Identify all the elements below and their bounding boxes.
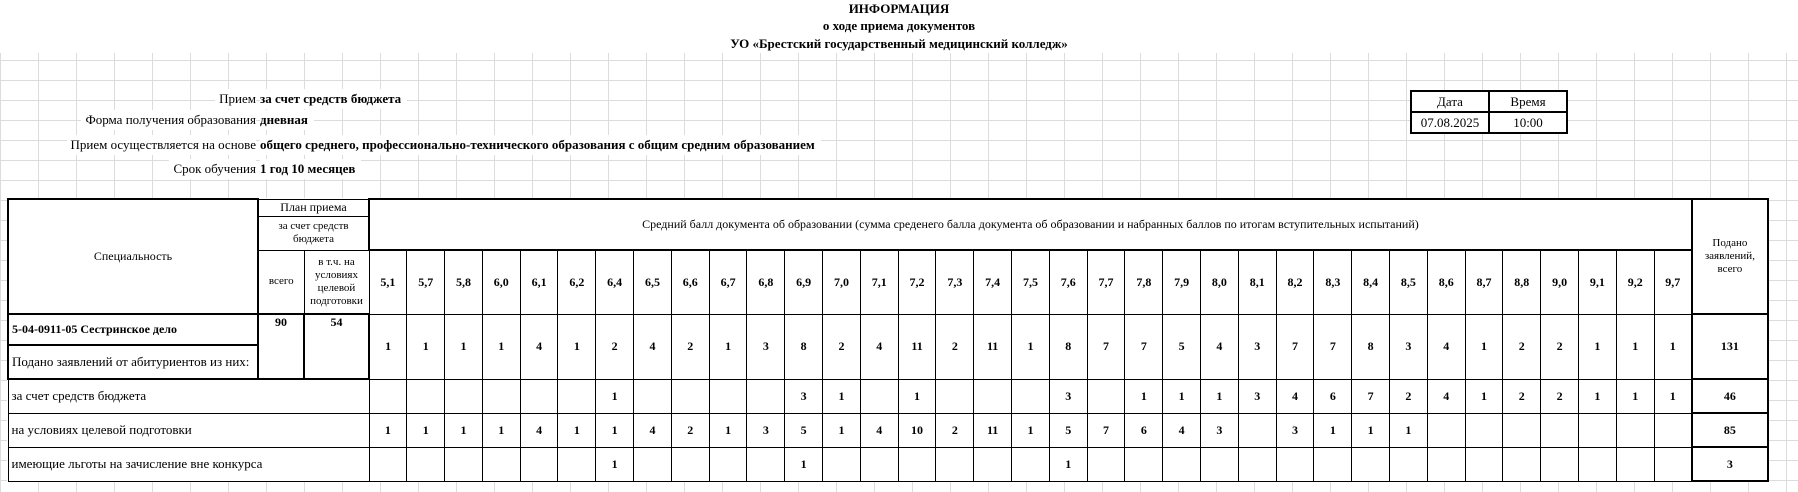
count-cell [1579, 413, 1617, 447]
score-header: 9,2 [1616, 250, 1654, 314]
count-cell [1163, 447, 1201, 481]
study-duration-value: 1 год 10 месяцев [260, 159, 361, 179]
score-header: 6,2 [558, 250, 596, 314]
date-value: 07.08.2025 [1411, 112, 1489, 133]
datetime-box [1410, 90, 1568, 134]
count-cell [709, 447, 747, 481]
education-form-value: дневная [260, 110, 314, 130]
score-header: 8,1 [1238, 250, 1276, 314]
row-total: 85 [1692, 413, 1768, 447]
specialty-count-cell: 1 [709, 314, 747, 379]
specialty-count-cell: 3 [1238, 314, 1276, 379]
count-cell [1616, 413, 1654, 447]
specialty-count-cell: 1 [407, 314, 445, 379]
score-header: 6,6 [671, 250, 709, 314]
score-header: 6,1 [520, 250, 558, 314]
specialty-count-cell: 2 [1541, 314, 1579, 379]
score-header: 7,6 [1049, 250, 1087, 314]
specialty-count-cell: 2 [936, 314, 974, 379]
count-cell: 1 [898, 379, 936, 413]
score-header: 7,2 [898, 250, 936, 314]
score-header: 6,8 [747, 250, 785, 314]
score-header: 8,8 [1503, 250, 1541, 314]
count-cell [1087, 447, 1125, 481]
count-cell: 1 [596, 413, 634, 447]
score-header: 9,0 [1541, 250, 1579, 314]
specialty-count-cell: 8 [1352, 314, 1390, 379]
count-cell: 10 [898, 413, 936, 447]
score-header: 6,7 [709, 250, 747, 314]
count-cell [1012, 447, 1050, 481]
score-header: 5,1 [369, 250, 407, 314]
count-cell: 5 [785, 413, 823, 447]
score-header: 5,7 [407, 250, 445, 314]
count-cell [1238, 447, 1276, 481]
specialty-count-cell: 1 [482, 314, 520, 379]
count-cell: 4 [860, 413, 898, 447]
count-cell [1427, 413, 1465, 447]
count-cell: 11 [974, 413, 1012, 447]
count-cell [482, 447, 520, 481]
count-cell: 4 [1163, 413, 1201, 447]
count-cell: 1 [785, 447, 823, 481]
count-cell: 3 [1238, 379, 1276, 413]
specialty-count-cell: 4 [1427, 314, 1465, 379]
count-cell: 1 [1012, 413, 1050, 447]
count-cell: 3 [1276, 413, 1314, 447]
score-header: 8,6 [1427, 250, 1465, 314]
count-cell: 1 [1352, 413, 1390, 447]
count-cell: 1 [482, 413, 520, 447]
page-title: ИНФОРМАЦИЯ [0, 0, 1798, 18]
count-cell [1390, 447, 1428, 481]
count-cell [558, 379, 596, 413]
count-cell [1276, 447, 1314, 481]
count-cell [747, 379, 785, 413]
specialty-count-cell: 2 [1503, 314, 1541, 379]
count-cell [974, 447, 1012, 481]
count-cell [1087, 379, 1125, 413]
count-cell: 1 [1579, 379, 1617, 413]
count-cell: 1 [1049, 447, 1087, 481]
row-total: 3 [1692, 447, 1768, 481]
applications-table [7, 198, 1769, 482]
count-cell: 1 [1314, 413, 1352, 447]
count-cell [1238, 413, 1276, 447]
admission-value: за счет средств бюджета [260, 89, 407, 109]
count-cell [482, 379, 520, 413]
score-header: 7,9 [1163, 250, 1201, 314]
specialty-count-cell: 2 [671, 314, 709, 379]
specialty-count-cell: 11 [974, 314, 1012, 379]
plan-header: План приема [258, 199, 369, 216]
count-cell: 2 [936, 413, 974, 447]
count-cell: 1 [369, 413, 407, 447]
count-cell: 3 [747, 413, 785, 447]
plan-target-header: в т.ч. на условиях целевой подготовки [304, 250, 369, 314]
count-cell [974, 379, 1012, 413]
count-cell: 1 [407, 413, 445, 447]
date-label: Дата [1411, 91, 1489, 112]
score-header: 6,0 [482, 250, 520, 314]
score-header: 8,4 [1352, 250, 1390, 314]
count-cell: 6 [1125, 413, 1163, 447]
count-cell [936, 447, 974, 481]
specialty-count-cell: 4 [634, 314, 672, 379]
count-cell: 2 [1541, 379, 1579, 413]
count-cell [936, 379, 974, 413]
count-cell [1654, 447, 1692, 481]
score-header: 7,5 [1012, 250, 1050, 314]
specialty-sublabel: Подано заявлений от абитуриентов из них: [8, 345, 258, 379]
count-cell [1541, 447, 1579, 481]
specialty-count-cell: 4 [1201, 314, 1239, 379]
specialty-count-cell: 1 [445, 314, 483, 379]
count-cell: 5 [1049, 413, 1087, 447]
count-cell [520, 447, 558, 481]
count-cell: 3 [785, 379, 823, 413]
score-header: 8,0 [1201, 250, 1239, 314]
count-cell: 1 [823, 413, 861, 447]
score-header: 6,4 [596, 250, 634, 314]
specialty-count-cell: 8 [1049, 314, 1087, 379]
specialty-count-cell: 7 [1087, 314, 1125, 379]
count-cell: 3 [1201, 413, 1239, 447]
count-cell: 4 [1276, 379, 1314, 413]
score-header: 7,0 [823, 250, 861, 314]
count-cell [1654, 413, 1692, 447]
specialty-count-cell: 7 [1314, 314, 1352, 379]
specialty-count-cell: 1 [1654, 314, 1692, 379]
count-cell [634, 379, 672, 413]
specialty-count-cell: 3 [747, 314, 785, 379]
score-header: 9,7 [1654, 250, 1692, 314]
education-form-label: Форма получения образования [81, 110, 256, 130]
count-cell: 1 [1201, 379, 1239, 413]
count-cell: 3 [1049, 379, 1087, 413]
admission-basis-value: общего среднего, профессионально-технического образования с общим средним образованием [260, 135, 821, 155]
specialty-count-cell: 2 [596, 314, 634, 379]
count-cell [1012, 379, 1050, 413]
specialty-count-cell: 7 [1125, 314, 1163, 379]
specialty-count-cell: 1 [369, 314, 407, 379]
count-cell [1541, 413, 1579, 447]
count-cell: 7 [1087, 413, 1125, 447]
count-cell [369, 379, 407, 413]
count-cell: 2 [671, 413, 709, 447]
count-cell: 1 [596, 447, 634, 481]
count-cell [709, 379, 747, 413]
specialty-count-cell: 1 [1579, 314, 1617, 379]
submitted-header: Подано заявлений, всего [1692, 199, 1768, 314]
count-cell: 4 [520, 413, 558, 447]
score-header: 8,2 [1276, 250, 1314, 314]
specialty-count-cell: 11 [898, 314, 936, 379]
count-cell: 1 [1390, 413, 1428, 447]
count-cell [407, 447, 445, 481]
specialty-count-cell: 1 [558, 314, 596, 379]
study-duration-label: Срок обучения [169, 159, 256, 179]
count-cell [1465, 447, 1503, 481]
count-cell [1352, 447, 1390, 481]
admission-basis-label: Прием осуществляется на основе [67, 135, 256, 155]
count-cell [671, 447, 709, 481]
scores-header: Средний балл документа об образовании (сумма среденего балла документа об образовании и набранных баллов по итогам вступительных испытаний) [369, 199, 1692, 250]
row-label-privilege: имеющие льготы на зачисление вне конкурса [8, 447, 369, 481]
count-cell [558, 447, 596, 481]
count-cell: 1 [709, 413, 747, 447]
score-header: 9,1 [1579, 250, 1617, 314]
score-header: 7,3 [936, 250, 974, 314]
institution-name: УО «Брестский государственный медицинский колледж» [0, 35, 1798, 53]
admission-label: Прием [215, 89, 256, 109]
count-cell: 1 [823, 379, 861, 413]
specialty-count-cell: 1 [1012, 314, 1050, 379]
count-cell [860, 379, 898, 413]
score-header: 7,8 [1125, 250, 1163, 314]
specialty-count-cell: 5 [1163, 314, 1201, 379]
count-cell [1465, 413, 1503, 447]
count-cell [1427, 447, 1465, 481]
time-label: Время [1489, 91, 1567, 112]
score-header: 8,5 [1390, 250, 1428, 314]
specialty-count-cell: 4 [860, 314, 898, 379]
count-cell: 1 [445, 413, 483, 447]
count-cell [1579, 447, 1617, 481]
plan-total-value: 90 [258, 314, 304, 379]
row-label-target: на условиях целевой подготовки [8, 413, 369, 447]
row-total: 46 [1692, 379, 1768, 413]
count-cell [407, 379, 445, 413]
count-cell: 1 [1654, 379, 1692, 413]
count-cell [860, 447, 898, 481]
count-cell: 1 [1163, 379, 1201, 413]
count-cell: 1 [596, 379, 634, 413]
plan-target-value: 54 [304, 314, 369, 379]
count-cell: 4 [1427, 379, 1465, 413]
count-cell [823, 447, 861, 481]
count-cell: 1 [1465, 379, 1503, 413]
score-header: 8,7 [1465, 250, 1503, 314]
count-cell [1125, 447, 1163, 481]
count-cell: 2 [1503, 379, 1541, 413]
specialty-count-cell: 1 [1616, 314, 1654, 379]
count-cell [1503, 413, 1541, 447]
score-header: 7,1 [860, 250, 898, 314]
specialty-count-cell: 1 [1465, 314, 1503, 379]
specialty-header: Специальность [8, 199, 258, 314]
specialty-count-cell: 4 [520, 314, 558, 379]
count-cell [1201, 447, 1239, 481]
row-label-budget: за счет средств бюджета [8, 379, 369, 413]
count-cell [1503, 447, 1541, 481]
specialty-count-cell: 2 [823, 314, 861, 379]
score-header: 6,9 [785, 250, 823, 314]
score-header: 7,4 [974, 250, 1012, 314]
count-cell [671, 379, 709, 413]
specialty-count-cell: 8 [785, 314, 823, 379]
count-cell [369, 447, 407, 481]
score-header: 8,3 [1314, 250, 1352, 314]
specialty-count-cell: 3 [1390, 314, 1428, 379]
specialty-name: 5-04-0911-05 Сестринское дело [8, 314, 258, 345]
count-cell: 7 [1352, 379, 1390, 413]
count-cell [634, 447, 672, 481]
count-cell [445, 379, 483, 413]
count-cell: 6 [1314, 379, 1352, 413]
plan-total-header: всего [258, 250, 304, 314]
count-cell: 4 [634, 413, 672, 447]
count-cell [445, 447, 483, 481]
count-cell [747, 447, 785, 481]
score-header: 7,7 [1087, 250, 1125, 314]
time-value: 10:00 [1489, 112, 1567, 133]
budget-header: за счет средств бюджета [258, 216, 369, 250]
specialty-count-cell: 7 [1276, 314, 1314, 379]
specialty-total: 131 [1692, 314, 1768, 379]
count-cell: 1 [558, 413, 596, 447]
count-cell [1616, 447, 1654, 481]
count-cell: 2 [1390, 379, 1428, 413]
score-header: 5,8 [445, 250, 483, 314]
count-cell [1314, 447, 1352, 481]
count-cell [898, 447, 936, 481]
count-cell: 1 [1616, 379, 1654, 413]
page-subtitle: о ходе приема документов [0, 17, 1798, 35]
count-cell [520, 379, 558, 413]
count-cell: 1 [1125, 379, 1163, 413]
score-header: 6,5 [634, 250, 672, 314]
